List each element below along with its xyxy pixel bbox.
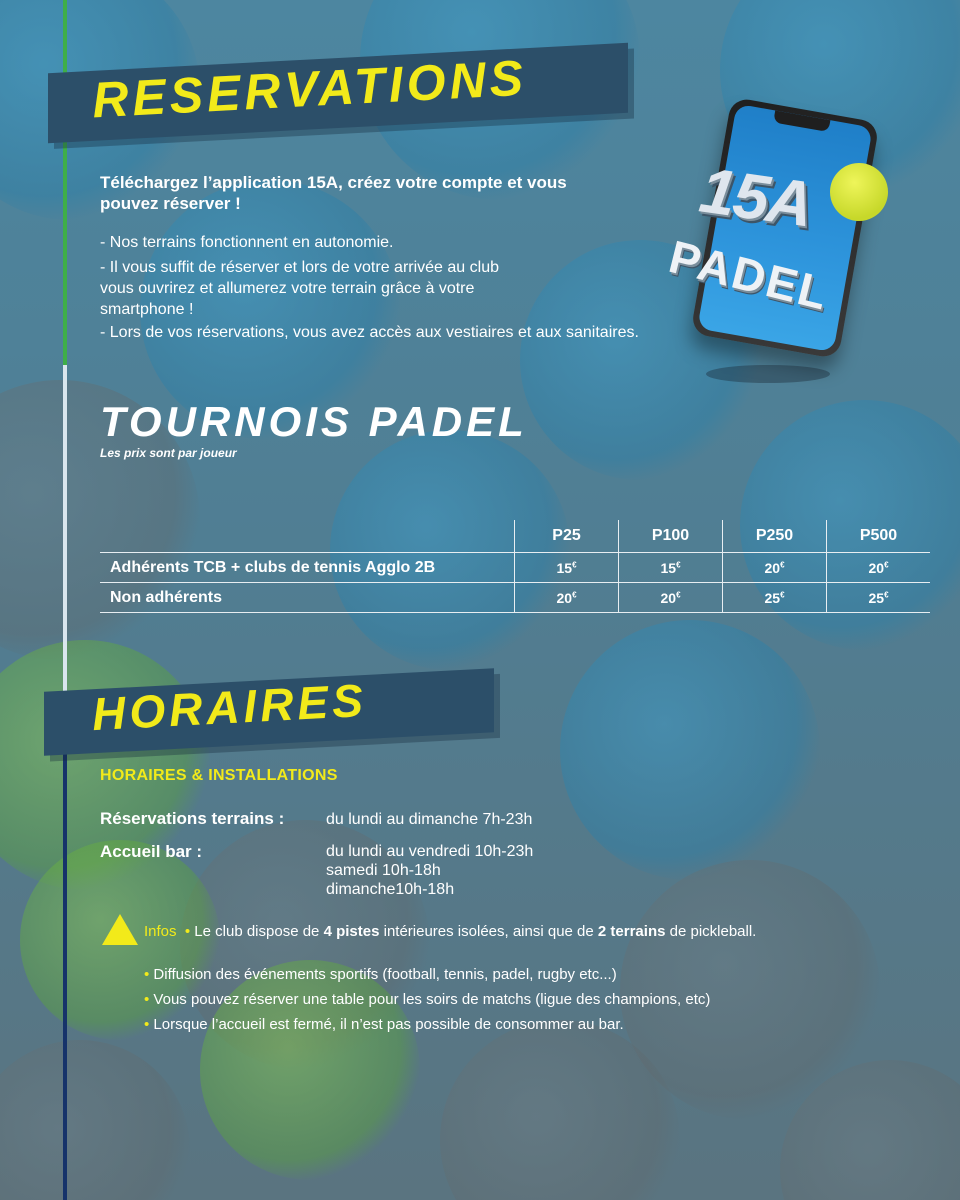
infos-text: Lorsque l’accueil est fermé, il n’est pas possible de consommer au bar. xyxy=(153,1016,624,1033)
price-value: 20 xyxy=(660,589,677,606)
price-cell xyxy=(515,553,619,583)
side-line xyxy=(63,695,67,1200)
table-header: P500 xyxy=(827,520,931,553)
horaires-subtitle: HORAIRES & INSTALLATIONS xyxy=(100,767,338,784)
currency: € xyxy=(780,589,785,599)
price-cell xyxy=(619,553,723,583)
horaires-title: HORAIRES xyxy=(90,673,368,741)
infos-bold: 4 pistes xyxy=(323,923,380,940)
infos-item xyxy=(144,1014,624,1035)
bullet-dot: • xyxy=(144,966,154,983)
price-cell xyxy=(515,583,619,613)
reservations-hours-value: du lundi au dimanche 7h-23h xyxy=(326,811,533,828)
currency: € xyxy=(884,559,889,569)
price-value: 20 xyxy=(764,559,781,576)
logo-padel: PADEL xyxy=(664,230,835,320)
side-line xyxy=(63,365,67,695)
table-header: P100 xyxy=(619,520,723,553)
price-cell xyxy=(619,583,723,613)
bullet-dot: • xyxy=(144,991,154,1008)
row-label: Adhérents TCB + clubs de tennis Agglo 2B xyxy=(100,553,515,583)
phone-shadow xyxy=(706,365,830,383)
bar-hours-line: du lundi au vendredi 10h-23h xyxy=(326,843,534,860)
table-header-empty xyxy=(100,520,515,553)
price-value: 20 xyxy=(556,589,573,606)
warning-icon xyxy=(102,914,138,945)
tournois-subtitle: Les prix sont par joueur xyxy=(100,446,237,460)
infos-text: Vous pouvez réserver une table pour les soirs de matchs (ligue des champions, etc) xyxy=(153,991,711,1008)
reservations-intro: Téléchargez l’application 15A, créez votre compte et vous pouvez réserver ! xyxy=(100,173,567,213)
bar-hours-label: Accueil bar : xyxy=(100,842,203,861)
infos-bold: 2 terrains xyxy=(597,923,666,940)
reservations-title: RESERVATIONS xyxy=(90,49,529,129)
infos-item xyxy=(144,989,710,1010)
infos-text: Diffusion des événements sportifs (football, tennis, padel, rugby etc...) xyxy=(153,966,617,983)
tournois-title: TOURNOIS PADEL xyxy=(100,398,528,445)
price-table xyxy=(100,520,930,613)
logo-15a: 15A xyxy=(695,153,816,241)
reservations-bullet: - Nos terrains fonctionnent en autonomie. xyxy=(100,234,394,251)
currency: € xyxy=(676,559,681,569)
row-label: Non adhérents xyxy=(100,583,515,613)
price-value: 15 xyxy=(660,559,677,576)
currency: € xyxy=(884,589,889,599)
infos-first xyxy=(144,922,844,941)
table-header: P250 xyxy=(723,520,827,553)
price-cell xyxy=(723,553,827,583)
price-cell xyxy=(827,553,931,583)
table-header-row xyxy=(100,520,930,553)
bg-ball xyxy=(560,620,820,880)
infos-text: intérieures isolées, ainsi que de xyxy=(379,923,598,940)
bar-hours-line: dimanche10h-18h xyxy=(326,881,455,898)
table-row xyxy=(100,553,930,583)
currency: € xyxy=(780,559,785,569)
price-cell xyxy=(723,583,827,613)
bullet-dot: • xyxy=(180,923,191,940)
bar-hours-line: samedi 10h-18h xyxy=(326,862,441,879)
price-cell xyxy=(827,583,931,613)
bullet-dot: • xyxy=(144,1016,154,1033)
reservations-hours-label: Réservations terrains : xyxy=(100,809,285,828)
bg-ball xyxy=(0,1040,190,1200)
price-value: 25 xyxy=(868,589,885,606)
table-row xyxy=(100,583,930,613)
price-value: 25 xyxy=(764,589,781,606)
app-phone-illustration xyxy=(664,108,878,358)
table-header: P25 xyxy=(515,520,619,553)
currency: € xyxy=(676,589,681,599)
infos-label: Infos xyxy=(144,923,177,940)
reservations-bullet: - Il vous suffit de réserver et lors de votre arrivée au club vous ouvrirez et allumerez votre terrain grâce à votre smartphone ! xyxy=(100,259,499,318)
infos-text: de pickleball. xyxy=(665,923,757,940)
side-line xyxy=(63,0,67,365)
price-value: 20 xyxy=(868,559,885,576)
reservations-bullet: - Lors de vos réservations, vous avez accès aux vestiaires et aux sanitaires. xyxy=(100,324,639,341)
currency: € xyxy=(572,559,577,569)
currency: € xyxy=(572,589,577,599)
price-value: 15 xyxy=(556,559,573,576)
infos-text: Le club dispose de xyxy=(194,923,324,940)
infos-item xyxy=(144,964,617,985)
